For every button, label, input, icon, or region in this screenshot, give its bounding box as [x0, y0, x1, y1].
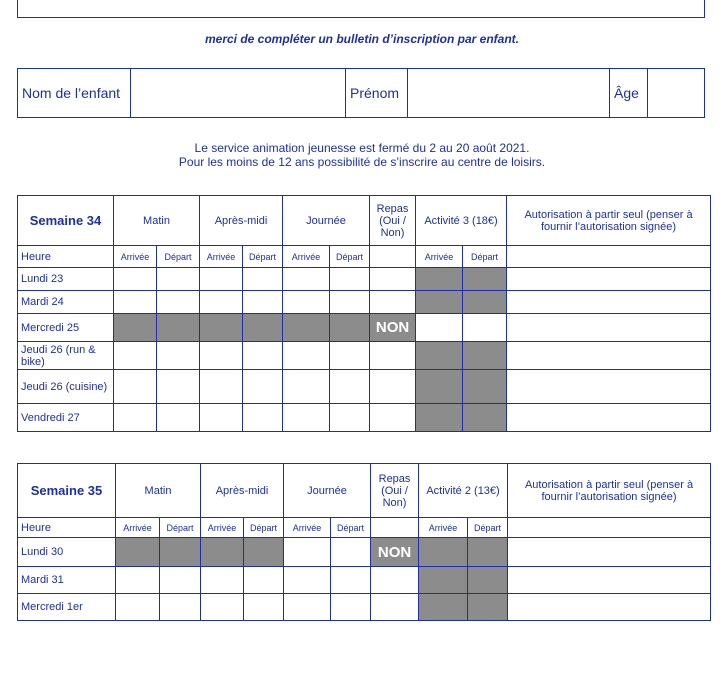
- apres-midi-depart-cell[interactable]: [244, 594, 284, 621]
- week34-title: Semaine 34: [18, 196, 114, 246]
- day-label: Mercredi 25: [18, 314, 114, 342]
- activite-unavailable-cell: [463, 404, 507, 432]
- closed-cell: [243, 314, 283, 342]
- depart-label: Départ: [463, 246, 507, 268]
- nom-field[interactable]: [131, 69, 346, 118]
- apres-midi-depart-cell[interactable]: [243, 268, 283, 291]
- matin-depart-cell[interactable]: [157, 370, 200, 404]
- journee-arrivee-cell[interactable]: [283, 291, 330, 314]
- arrivee-label: Arrivée: [419, 518, 468, 538]
- deposit-notice-box: [17, 0, 705, 18]
- journee-depart-cell[interactable]: [331, 538, 371, 567]
- repas-cell[interactable]: [370, 404, 416, 432]
- autorisation-cell[interactable]: [508, 594, 711, 621]
- activite-unavailable-cell: [463, 370, 507, 404]
- week35-title: Semaine 35: [18, 464, 116, 518]
- journee-arrivee-cell[interactable]: [283, 404, 330, 432]
- autorisation-cell[interactable]: [508, 538, 711, 567]
- repas-cell[interactable]: [370, 342, 416, 370]
- apres-midi-depart-cell[interactable]: [243, 370, 283, 404]
- apres-midi-depart-cell[interactable]: [243, 404, 283, 432]
- apres-midi-arrivee-cell[interactable]: [200, 268, 243, 291]
- apres-midi-depart-cell[interactable]: [243, 291, 283, 314]
- week34-table: [17, 195, 711, 432]
- journee-depart-cell[interactable]: [330, 342, 370, 370]
- week35-table: [17, 463, 711, 621]
- apres-midi-arrivee-cell[interactable]: [201, 567, 244, 594]
- autorisation-cell[interactable]: [507, 291, 711, 314]
- repas-cell: [370, 246, 416, 268]
- matin-depart-cell[interactable]: [157, 268, 200, 291]
- apres-midi-header: Après-midi: [200, 196, 283, 246]
- matin-arrivee-cell[interactable]: [114, 268, 157, 291]
- journee-header: Journée: [284, 464, 371, 518]
- depart-label: Départ: [331, 518, 371, 538]
- arrivee-label: Arrivée: [283, 246, 330, 268]
- journee-depart-cell[interactable]: [331, 594, 371, 621]
- journee-arrivee-cell[interactable]: [283, 268, 330, 291]
- apres-midi-arrivee-cell[interactable]: [201, 594, 244, 621]
- matin-depart-cell[interactable]: [157, 342, 200, 370]
- child-identity-table: [17, 68, 705, 118]
- activite-unavailable-cell: [419, 567, 468, 594]
- matin-arrivee-cell[interactable]: [114, 370, 157, 404]
- repas-cell[interactable]: [371, 567, 419, 594]
- depart-label: Départ: [243, 246, 283, 268]
- matin-header: Matin: [116, 464, 201, 518]
- autorisation-cell[interactable]: [507, 404, 711, 432]
- journee-depart-cell[interactable]: [330, 370, 370, 404]
- autorisation-header: Autorisation à partir seul (penser à fournir l’autorisation signée): [508, 464, 711, 518]
- repas-header: Repas (Oui / Non): [370, 196, 416, 246]
- autorisation-cell[interactable]: [507, 314, 711, 342]
- activite-unavailable-cell: [463, 342, 507, 370]
- repas-non-cell: NON: [370, 314, 416, 342]
- heure-label: Heure: [18, 518, 116, 538]
- closure-notice-line2: Pour les moins de 12 ans possibilité de s’inscrire au centre de loisirs.: [178, 155, 546, 169]
- activite-unavailable-cell: [468, 538, 508, 567]
- activite-unavailable-cell: [419, 594, 468, 621]
- repas-header: Repas (Oui / Non): [371, 464, 419, 518]
- activite-unavailable-cell: [419, 538, 468, 567]
- age-label: Âge: [610, 69, 648, 118]
- closed-cell: [116, 538, 160, 567]
- day-label: Lundi 30: [18, 538, 116, 567]
- journee-arrivee-cell[interactable]: [283, 370, 330, 404]
- journee-arrivee-cell[interactable]: [284, 538, 331, 567]
- activite-depart-cell[interactable]: [463, 314, 507, 342]
- autorisation-cell[interactable]: [508, 567, 711, 594]
- closed-cell: [201, 538, 244, 567]
- journee-depart-cell[interactable]: [331, 567, 371, 594]
- repas-cell[interactable]: [370, 370, 416, 404]
- day-label: Jeudi 26 (run & bike): [18, 342, 114, 370]
- depart-label: Départ: [244, 518, 284, 538]
- apres-midi-arrivee-cell[interactable]: [200, 370, 243, 404]
- autorisation-cell: [507, 246, 711, 268]
- matin-arrivee-cell[interactable]: [114, 404, 157, 432]
- arrivee-label: Arrivée: [201, 518, 244, 538]
- activite-unavailable-cell: [416, 291, 463, 314]
- apres-midi-arrivee-cell[interactable]: [200, 342, 243, 370]
- activite-unavailable-cell: [463, 291, 507, 314]
- matin-header: Matin: [114, 196, 200, 246]
- matin-arrivee-cell[interactable]: [114, 342, 157, 370]
- matin-arrivee-cell[interactable]: [114, 291, 157, 314]
- repas-non-cell: NON: [371, 538, 419, 567]
- activite-unavailable-cell: [416, 404, 463, 432]
- closure-notice-line1: Le service animation jeunesse est fermé du 2 au 20 août 2021.: [194, 141, 530, 155]
- repas-cell[interactable]: [370, 291, 416, 314]
- age-field[interactable]: [648, 69, 705, 118]
- closed-cell: [157, 314, 200, 342]
- activite-unavailable-cell: [468, 567, 508, 594]
- activite-header: Activité 2 (13€): [419, 464, 508, 518]
- one-form-per-child-note: merci de compléter un bulletin d’inscription par enfant.: [204, 32, 520, 46]
- activite-unavailable-cell: [468, 594, 508, 621]
- journee-header: Journée: [283, 196, 370, 246]
- apres-midi-arrivee-cell[interactable]: [200, 404, 243, 432]
- day-label: Jeudi 26 (cuisine): [18, 370, 114, 404]
- arrivee-label: Arrivée: [416, 246, 463, 268]
- journee-arrivee-cell[interactable]: [284, 594, 331, 621]
- closure-notice: [0, 141, 724, 169]
- prenom-field[interactable]: [408, 69, 610, 118]
- activite-header: Activité 3 (18€): [416, 196, 507, 246]
- journee-arrivee-cell[interactable]: [283, 342, 330, 370]
- apres-midi-depart-cell[interactable]: [244, 567, 284, 594]
- closed-cell: [283, 314, 330, 342]
- activite-unavailable-cell: [463, 268, 507, 291]
- closed-cell: [160, 538, 201, 567]
- closed-cell: [244, 538, 284, 567]
- depart-label: Départ: [157, 246, 200, 268]
- repas-cell[interactable]: [371, 594, 419, 621]
- heure-label: Heure: [18, 246, 114, 268]
- journee-depart-cell[interactable]: [330, 268, 370, 291]
- prenom-label: Prénom: [346, 69, 408, 118]
- autorisation-cell[interactable]: [507, 342, 711, 370]
- depart-label: Départ: [160, 518, 201, 538]
- apres-midi-arrivee-cell[interactable]: [200, 291, 243, 314]
- matin-depart-cell[interactable]: [160, 567, 201, 594]
- arrivee-label: Arrivée: [200, 246, 243, 268]
- nom-label: Nom de l’enfant: [18, 69, 131, 118]
- autorisation-header: Autorisation à partir seul (penser à fournir l’autorisation signée): [507, 196, 711, 246]
- activite-unavailable-cell: [416, 370, 463, 404]
- day-label: Mardi 31: [18, 567, 116, 594]
- journee-depart-cell[interactable]: [330, 404, 370, 432]
- closed-cell: [114, 314, 157, 342]
- matin-arrivee-cell[interactable]: [116, 567, 160, 594]
- journee-depart-cell[interactable]: [330, 291, 370, 314]
- arrivee-label: Arrivée: [284, 518, 331, 538]
- activite-arrivee-cell[interactable]: [416, 314, 463, 342]
- arrivee-label: Arrivée: [116, 518, 160, 538]
- day-label: Mercredi 1er: [18, 594, 116, 621]
- activite-unavailable-cell: [416, 342, 463, 370]
- apres-midi-header: Après-midi: [201, 464, 284, 518]
- matin-depart-cell[interactable]: [157, 404, 200, 432]
- depart-label: Départ: [468, 518, 508, 538]
- autorisation-cell[interactable]: [507, 370, 711, 404]
- arrivee-label: Arrivée: [114, 246, 157, 268]
- depart-label: Départ: [330, 246, 370, 268]
- apres-midi-depart-cell[interactable]: [243, 342, 283, 370]
- matin-depart-cell[interactable]: [160, 594, 201, 621]
- matin-depart-cell[interactable]: [157, 291, 200, 314]
- matin-arrivee-cell[interactable]: [116, 594, 160, 621]
- journee-arrivee-cell[interactable]: [284, 567, 331, 594]
- repas-cell: [371, 518, 419, 538]
- autorisation-cell: [508, 518, 711, 538]
- autorisation-cell[interactable]: [507, 268, 711, 291]
- day-label: Lundi 23: [18, 268, 114, 291]
- day-label: Vendredi 27: [18, 404, 114, 432]
- day-label: Mardi 24: [18, 291, 114, 314]
- closed-cell: [330, 314, 370, 342]
- activite-unavailable-cell: [416, 268, 463, 291]
- closed-cell: [200, 314, 243, 342]
- repas-cell[interactable]: [370, 268, 416, 291]
